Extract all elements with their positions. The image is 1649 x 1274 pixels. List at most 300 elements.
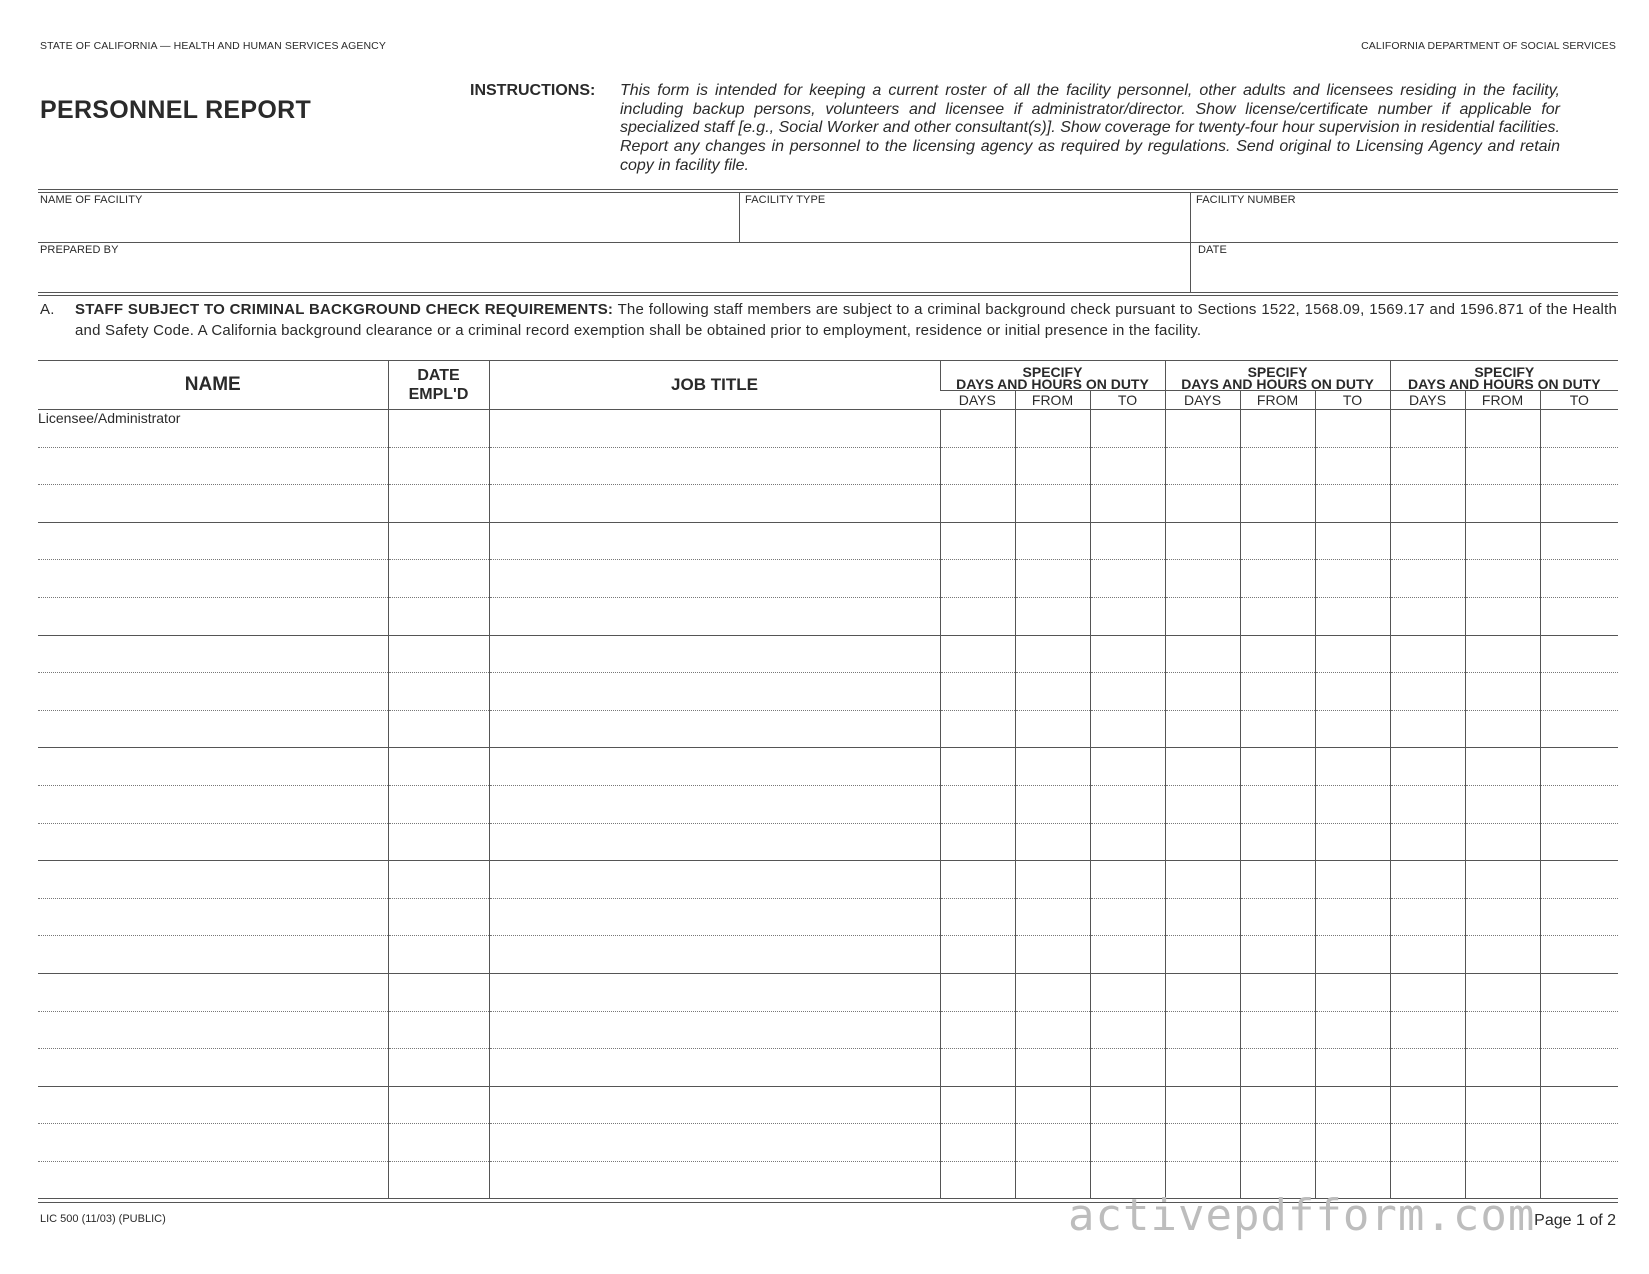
table-cell[interactable] bbox=[1315, 823, 1390, 861]
table-cell[interactable] bbox=[1540, 898, 1618, 936]
table-cell[interactable] bbox=[1015, 1011, 1090, 1049]
table-cell[interactable] bbox=[940, 410, 1015, 448]
table-cell[interactable] bbox=[38, 447, 388, 485]
specify-line2: DAYS AND HOURS ON DUTY bbox=[1407, 376, 1601, 392]
table-cell[interactable] bbox=[1240, 710, 1315, 748]
table-cell[interactable] bbox=[1465, 1086, 1540, 1124]
table-cell[interactable] bbox=[388, 973, 489, 1011]
table-cell[interactable] bbox=[1390, 1086, 1465, 1124]
table-cell[interactable] bbox=[38, 823, 388, 861]
table-cell[interactable] bbox=[1390, 823, 1465, 861]
table-cell[interactable] bbox=[940, 710, 1015, 748]
table-cell[interactable] bbox=[940, 522, 1015, 560]
table-cell[interactable] bbox=[1090, 823, 1165, 861]
table-cell[interactable] bbox=[940, 560, 1015, 598]
table-cell[interactable] bbox=[1165, 635, 1240, 673]
table-row bbox=[38, 861, 1618, 899]
table-cell[interactable] bbox=[388, 447, 489, 485]
table-cell[interactable] bbox=[1090, 748, 1165, 786]
col-name-header: NAME bbox=[38, 361, 388, 410]
specify-header-3 bbox=[1390, 361, 1618, 391]
table-cell[interactable] bbox=[388, 785, 489, 823]
table-cell[interactable] bbox=[1540, 1011, 1618, 1049]
table-cell[interactable] bbox=[489, 410, 940, 448]
table-cell[interactable] bbox=[940, 861, 1015, 899]
table-row bbox=[38, 560, 1618, 598]
name-of-facility-label: NAME OF FACILITY bbox=[40, 194, 143, 206]
table-cell[interactable] bbox=[1390, 597, 1465, 635]
table-cell[interactable] bbox=[1090, 410, 1165, 448]
table-cell[interactable] bbox=[1540, 522, 1618, 560]
table-cell[interactable] bbox=[38, 710, 388, 748]
table-cell[interactable] bbox=[489, 560, 940, 598]
table-cell[interactable] bbox=[1240, 823, 1315, 861]
table-cell[interactable] bbox=[1540, 1124, 1618, 1162]
table-row bbox=[38, 673, 1618, 711]
table-cell[interactable] bbox=[38, 936, 388, 974]
table-cell[interactable] bbox=[1540, 1049, 1618, 1087]
roster-table bbox=[38, 360, 1618, 1199]
table-cell[interactable] bbox=[940, 485, 1015, 523]
specify-line1: SPECIFY bbox=[1247, 364, 1308, 380]
table-cell[interactable] bbox=[1015, 710, 1090, 748]
table-cell[interactable] bbox=[1390, 1124, 1465, 1162]
table-cell[interactable] bbox=[1090, 1011, 1165, 1049]
table-cell[interactable] bbox=[38, 635, 388, 673]
table-cell[interactable] bbox=[1465, 410, 1540, 448]
table-cell[interactable] bbox=[1390, 936, 1465, 974]
table-cell[interactable] bbox=[38, 1049, 388, 1087]
table-cell[interactable] bbox=[1390, 635, 1465, 673]
table-cell[interactable] bbox=[1015, 560, 1090, 598]
table-row bbox=[38, 973, 1618, 1011]
table-cell[interactable] bbox=[1015, 1124, 1090, 1162]
table-cell[interactable] bbox=[1240, 485, 1315, 523]
table-cell[interactable] bbox=[1465, 635, 1540, 673]
table-cell[interactable] bbox=[1465, 447, 1540, 485]
table-cell[interactable] bbox=[1540, 785, 1618, 823]
table-cell[interactable] bbox=[1090, 785, 1165, 823]
table-cell[interactable] bbox=[1240, 673, 1315, 711]
table-cell[interactable] bbox=[388, 522, 489, 560]
table-cell[interactable] bbox=[1165, 447, 1240, 485]
table-cell[interactable] bbox=[489, 673, 940, 711]
table-cell[interactable] bbox=[1165, 1124, 1240, 1162]
table-cell[interactable] bbox=[1465, 1049, 1540, 1087]
table-cell[interactable] bbox=[1090, 485, 1165, 523]
table-cell[interactable] bbox=[1165, 597, 1240, 635]
table-cell[interactable] bbox=[388, 898, 489, 936]
table-cell[interactable] bbox=[1090, 522, 1165, 560]
table-cell[interactable] bbox=[1390, 898, 1465, 936]
table-cell[interactable] bbox=[489, 1011, 940, 1049]
table-cell[interactable] bbox=[1540, 861, 1618, 899]
table-cell[interactable] bbox=[1240, 410, 1315, 448]
sub-to-header: TO bbox=[1090, 391, 1165, 410]
table-cell[interactable] bbox=[38, 485, 388, 523]
table-cell[interactable] bbox=[1315, 861, 1390, 899]
table-cell[interactable] bbox=[1015, 522, 1090, 560]
table-cell[interactable] bbox=[940, 898, 1015, 936]
table-cell[interactable] bbox=[1015, 936, 1090, 974]
table-cell[interactable] bbox=[489, 1124, 940, 1162]
table-cell[interactable] bbox=[1390, 973, 1465, 1011]
table-cell[interactable] bbox=[1165, 823, 1240, 861]
table-cell[interactable] bbox=[388, 1086, 489, 1124]
table-cell[interactable] bbox=[1315, 597, 1390, 635]
table-cell[interactable] bbox=[1390, 1011, 1465, 1049]
table-cell[interactable] bbox=[489, 898, 940, 936]
table-cell[interactable] bbox=[1315, 936, 1390, 974]
table-cell[interactable] bbox=[1540, 635, 1618, 673]
table-cell[interactable] bbox=[1165, 1011, 1240, 1049]
table-cell[interactable] bbox=[38, 748, 388, 786]
table-cell[interactable] bbox=[1540, 1086, 1618, 1124]
table-cell[interactable] bbox=[1390, 748, 1465, 786]
table-cell[interactable] bbox=[1165, 710, 1240, 748]
table-cell[interactable] bbox=[489, 710, 940, 748]
table-cell[interactable] bbox=[1315, 673, 1390, 711]
facility-number-label: FACILITY NUMBER bbox=[1196, 194, 1296, 206]
table-cell[interactable] bbox=[940, 447, 1015, 485]
table-cell[interactable] bbox=[1465, 485, 1540, 523]
table-cell[interactable] bbox=[38, 1086, 388, 1124]
table-cell[interactable] bbox=[388, 710, 489, 748]
table-cell[interactable] bbox=[388, 861, 489, 899]
table-cell[interactable] bbox=[388, 560, 489, 598]
divider bbox=[1190, 192, 1191, 292]
table-cell[interactable] bbox=[1390, 447, 1465, 485]
table-cell[interactable] bbox=[1240, 748, 1315, 786]
table-cell[interactable] bbox=[388, 1011, 489, 1049]
table-cell[interactable] bbox=[1015, 597, 1090, 635]
table-cell[interactable] bbox=[1540, 673, 1618, 711]
table-cell[interactable] bbox=[489, 522, 940, 560]
table-cell[interactable] bbox=[1165, 973, 1240, 1011]
table-cell[interactable] bbox=[1090, 1086, 1165, 1124]
date-label: DATE bbox=[1198, 244, 1227, 256]
table-cell[interactable] bbox=[38, 785, 388, 823]
col-date-header bbox=[388, 361, 489, 410]
table-cell[interactable] bbox=[1165, 748, 1240, 786]
table-cell[interactable] bbox=[388, 597, 489, 635]
table-cell[interactable] bbox=[1240, 560, 1315, 598]
divider bbox=[38, 242, 1618, 243]
table-cell[interactable] bbox=[1315, 1086, 1390, 1124]
table-cell[interactable] bbox=[38, 1011, 388, 1049]
table-cell[interactable] bbox=[38, 861, 388, 899]
table-cell[interactable] bbox=[1015, 635, 1090, 673]
col-job-title-header: JOB TITLE bbox=[489, 361, 940, 410]
table-cell[interactable] bbox=[940, 597, 1015, 635]
table-cell[interactable] bbox=[38, 898, 388, 936]
table-cell[interactable] bbox=[1540, 710, 1618, 748]
table-cell[interactable] bbox=[1090, 1124, 1165, 1162]
table-row bbox=[38, 710, 1618, 748]
table-cell[interactable] bbox=[1240, 785, 1315, 823]
sub-days-header: DAYS bbox=[1165, 391, 1240, 410]
table-cell[interactable] bbox=[1315, 485, 1390, 523]
section-a bbox=[40, 299, 1617, 341]
table-cell[interactable] bbox=[489, 861, 940, 899]
table-cell[interactable] bbox=[388, 1161, 489, 1199]
table-cell[interactable] bbox=[1465, 710, 1540, 748]
table-cell[interactable] bbox=[940, 673, 1015, 711]
table-cell[interactable] bbox=[1315, 785, 1390, 823]
form-title: PERSONNEL REPORT bbox=[40, 96, 312, 124]
table-cell[interactable] bbox=[1315, 1011, 1390, 1049]
table-cell[interactable] bbox=[940, 973, 1015, 1011]
table-cell[interactable] bbox=[1015, 861, 1090, 899]
section-a-heading: STAFF SUBJECT TO CRIMINAL BACKGROUND CHECK REQUIREMENTS: bbox=[75, 301, 614, 318]
table-cell[interactable] bbox=[1390, 710, 1465, 748]
col-date-line2: EMPL'D bbox=[408, 386, 469, 403]
table-cell[interactable] bbox=[940, 823, 1015, 861]
table-cell[interactable] bbox=[1240, 898, 1315, 936]
table-cell[interactable] bbox=[1090, 560, 1165, 598]
table-cell[interactable] bbox=[1240, 597, 1315, 635]
table-row bbox=[38, 785, 1618, 823]
table-cell[interactable] bbox=[940, 1161, 1015, 1199]
table-cell[interactable] bbox=[1015, 485, 1090, 523]
table-cell[interactable] bbox=[940, 1086, 1015, 1124]
licensee-cell[interactable]: Licensee/Administrator bbox=[38, 410, 181, 426]
table-cell[interactable] bbox=[1165, 785, 1240, 823]
table-cell[interactable] bbox=[1540, 447, 1618, 485]
table-cell[interactable] bbox=[1540, 973, 1618, 1011]
table-cell[interactable] bbox=[1090, 898, 1165, 936]
table-cell[interactable] bbox=[1240, 522, 1315, 560]
table-cell[interactable] bbox=[1465, 785, 1540, 823]
table-cell[interactable] bbox=[940, 748, 1015, 786]
table-cell[interactable] bbox=[1540, 560, 1618, 598]
sub-from-header: FROM bbox=[1240, 391, 1315, 410]
table-cell[interactable] bbox=[1090, 673, 1165, 711]
table-cell[interactable] bbox=[1465, 898, 1540, 936]
table-cell[interactable] bbox=[1390, 673, 1465, 711]
table-row bbox=[38, 522, 1618, 560]
specify-header-2 bbox=[1165, 361, 1390, 391]
section-a-body bbox=[75, 299, 1617, 341]
table-cell[interactable] bbox=[1315, 410, 1390, 448]
table-cell[interactable] bbox=[1015, 1086, 1090, 1124]
table-cell[interactable] bbox=[1240, 1011, 1315, 1049]
table-cell[interactable] bbox=[489, 1086, 940, 1124]
table-cell[interactable] bbox=[1240, 447, 1315, 485]
table-cell[interactable] bbox=[489, 485, 940, 523]
table-cell[interactable] bbox=[489, 748, 940, 786]
table-cell[interactable] bbox=[489, 936, 940, 974]
table-cell[interactable] bbox=[1240, 861, 1315, 899]
table-cell[interactable] bbox=[1090, 710, 1165, 748]
table-cell[interactable] bbox=[1315, 447, 1390, 485]
table-cell[interactable] bbox=[38, 597, 388, 635]
specify-line2: DAYS AND HOURS ON DUTY bbox=[956, 376, 1149, 392]
table-cell[interactable] bbox=[1165, 1049, 1240, 1087]
table-cell[interactable] bbox=[940, 1011, 1015, 1049]
table-cell[interactable] bbox=[388, 1124, 489, 1162]
table-cell[interactable] bbox=[1015, 898, 1090, 936]
table-cell[interactable] bbox=[1390, 522, 1465, 560]
table-cell[interactable] bbox=[1165, 861, 1240, 899]
table-cell[interactable] bbox=[1390, 560, 1465, 598]
facility-type-label: FACILITY TYPE bbox=[745, 194, 826, 206]
table-cell[interactable] bbox=[1540, 936, 1618, 974]
table-cell[interactable] bbox=[1540, 1161, 1618, 1199]
table-cell[interactable] bbox=[940, 1049, 1015, 1087]
table-cell[interactable] bbox=[388, 936, 489, 974]
table-cell[interactable] bbox=[1465, 673, 1540, 711]
table-cell[interactable] bbox=[489, 823, 940, 861]
table-cell[interactable] bbox=[489, 785, 940, 823]
sub-days-header: DAYS bbox=[940, 391, 1015, 410]
table-cell[interactable] bbox=[489, 447, 940, 485]
instructions-label: INSTRUCTIONS: bbox=[470, 82, 596, 99]
table-cell[interactable] bbox=[1390, 861, 1465, 899]
table-cell[interactable] bbox=[1540, 823, 1618, 861]
section-a-text: The following staff members are subject to a criminal background check pursuant to Sections 1522, 1568.09, 1569.17 and 1596.871 of the Health and Safety Code. A California background clearance or a criminal record exemption shall be obtained prior to employment, residence or initial presence in the facility. bbox=[75, 301, 1617, 339]
table-cell[interactable] bbox=[489, 973, 940, 1011]
divider bbox=[38, 295, 1618, 296]
table-cell[interactable] bbox=[388, 1049, 489, 1087]
table-cell[interactable] bbox=[38, 973, 388, 1011]
table-cell[interactable] bbox=[1465, 560, 1540, 598]
table-row bbox=[38, 1049, 1618, 1087]
table-cell[interactable] bbox=[1240, 635, 1315, 673]
table-row bbox=[38, 936, 1618, 974]
table-cell[interactable] bbox=[940, 785, 1015, 823]
sub-to-header: TO bbox=[1315, 391, 1390, 410]
table-cell[interactable] bbox=[388, 748, 489, 786]
table-cell[interactable] bbox=[1540, 410, 1618, 448]
table-cell[interactable] bbox=[1465, 748, 1540, 786]
table-cell[interactable] bbox=[388, 823, 489, 861]
table-cell[interactable] bbox=[1315, 898, 1390, 936]
table-cell[interactable] bbox=[388, 635, 489, 673]
table-cell[interactable] bbox=[1090, 936, 1165, 974]
table-cell[interactable] bbox=[1540, 485, 1618, 523]
table-cell[interactable] bbox=[1315, 560, 1390, 598]
table-cell[interactable] bbox=[489, 635, 940, 673]
table-cell[interactable] bbox=[1015, 673, 1090, 711]
table-cell[interactable] bbox=[1540, 748, 1618, 786]
table-cell[interactable] bbox=[38, 1124, 388, 1162]
table-cell[interactable] bbox=[38, 522, 388, 560]
divider bbox=[38, 192, 1618, 193]
table-cell[interactable] bbox=[489, 597, 940, 635]
table-cell[interactable] bbox=[1165, 410, 1240, 448]
table-cell[interactable] bbox=[1165, 522, 1240, 560]
table-row bbox=[38, 823, 1618, 861]
table-row bbox=[38, 1124, 1618, 1162]
table-cell[interactable] bbox=[1315, 710, 1390, 748]
table-cell[interactable] bbox=[1390, 485, 1465, 523]
table-cell[interactable] bbox=[1315, 1049, 1390, 1087]
table-cell[interactable] bbox=[38, 560, 388, 598]
sub-from-header: FROM bbox=[1465, 391, 1540, 410]
table-cell[interactable] bbox=[1465, 522, 1540, 560]
table-cell[interactable] bbox=[1465, 1124, 1540, 1162]
table-cell[interactable] bbox=[1015, 1049, 1090, 1087]
table-cell[interactable] bbox=[1015, 785, 1090, 823]
table-cell[interactable] bbox=[1390, 1049, 1465, 1087]
table-cell[interactable] bbox=[38, 673, 388, 711]
table-cell[interactable] bbox=[1240, 1086, 1315, 1124]
table-cell[interactable] bbox=[1015, 973, 1090, 1011]
section-a-letter: A. bbox=[40, 301, 55, 318]
table-cell[interactable] bbox=[1165, 485, 1240, 523]
table-cell[interactable] bbox=[1465, 973, 1540, 1011]
table-cell[interactable] bbox=[388, 673, 489, 711]
specify-line2: DAYS AND HOURS ON DUTY bbox=[1181, 376, 1374, 392]
table-cell[interactable] bbox=[388, 485, 489, 523]
table-cell[interactable] bbox=[1315, 522, 1390, 560]
table-cell[interactable] bbox=[1465, 1011, 1540, 1049]
table-cell[interactable] bbox=[1090, 973, 1165, 1011]
table-cell[interactable] bbox=[1465, 936, 1540, 974]
table-cell[interactable] bbox=[1540, 597, 1618, 635]
table-cell[interactable] bbox=[1465, 823, 1540, 861]
table-cell[interactable] bbox=[940, 1124, 1015, 1162]
table-row bbox=[38, 1086, 1618, 1124]
table-cell[interactable] bbox=[1015, 823, 1090, 861]
table-cell[interactable] bbox=[388, 410, 489, 448]
table-cell[interactable] bbox=[1165, 673, 1240, 711]
table-cell[interactable] bbox=[1090, 861, 1165, 899]
specify-line1: SPECIFY bbox=[1022, 364, 1083, 380]
table-cell[interactable] bbox=[1015, 410, 1090, 448]
table-cell[interactable] bbox=[38, 1161, 388, 1199]
sub-days-header: DAYS bbox=[1390, 391, 1465, 410]
table-cell[interactable] bbox=[1240, 1124, 1315, 1162]
table-cell[interactable] bbox=[1090, 597, 1165, 635]
table-cell[interactable] bbox=[940, 635, 1015, 673]
table-cell[interactable] bbox=[1015, 748, 1090, 786]
table-cell[interactable] bbox=[1315, 1124, 1390, 1162]
table-cell[interactable] bbox=[1240, 973, 1315, 1011]
table-cell[interactable] bbox=[1165, 898, 1240, 936]
table-cell[interactable] bbox=[940, 936, 1015, 974]
table-cell[interactable] bbox=[1390, 785, 1465, 823]
table-cell[interactable] bbox=[1465, 861, 1540, 899]
table-cell[interactable] bbox=[489, 1161, 940, 1199]
table-row bbox=[38, 1011, 1618, 1049]
department-label: CALIFORNIA DEPARTMENT OF SOCIAL SERVICES bbox=[1361, 40, 1616, 52]
table-cell[interactable] bbox=[1315, 635, 1390, 673]
instructions-text: This form is intended for keeping a current roster of all the facility personnel, other adults and licensees residing in the facility, including backup persons, volunteers and licensee if administrator/director. Show license/certificate number if applicable for specialized staff [e.g., Social Worker and other consultant(s)]. Show coverage for twenty-four hour supervision in residential facilities. Report any changes in personnel to the licensing agency as required by regulations. Send original to Licensing Agency and retain copy in facility file. bbox=[620, 82, 1560, 174]
table-cell[interactable] bbox=[1390, 410, 1465, 448]
sub-from-header: FROM bbox=[1015, 391, 1090, 410]
table-cell[interactable] bbox=[1015, 447, 1090, 485]
table-cell[interactable] bbox=[489, 1049, 940, 1087]
table-cell[interactable] bbox=[1240, 1049, 1315, 1087]
divider bbox=[38, 189, 1618, 190]
table-row bbox=[38, 485, 1618, 523]
specify-header-1 bbox=[940, 361, 1165, 391]
table-cell[interactable] bbox=[1315, 973, 1390, 1011]
table-cell[interactable] bbox=[1165, 936, 1240, 974]
specify-line1: SPECIFY bbox=[1474, 364, 1535, 380]
table-cell[interactable] bbox=[1090, 447, 1165, 485]
table-cell[interactable] bbox=[1090, 635, 1165, 673]
table-cell[interactable] bbox=[1165, 560, 1240, 598]
table-cell[interactable] bbox=[1165, 1086, 1240, 1124]
table-cell[interactable] bbox=[1090, 1049, 1165, 1087]
table-cell[interactable] bbox=[1465, 597, 1540, 635]
table-cell[interactable] bbox=[1240, 936, 1315, 974]
divider bbox=[739, 192, 740, 242]
table-cell[interactable] bbox=[1315, 748, 1390, 786]
